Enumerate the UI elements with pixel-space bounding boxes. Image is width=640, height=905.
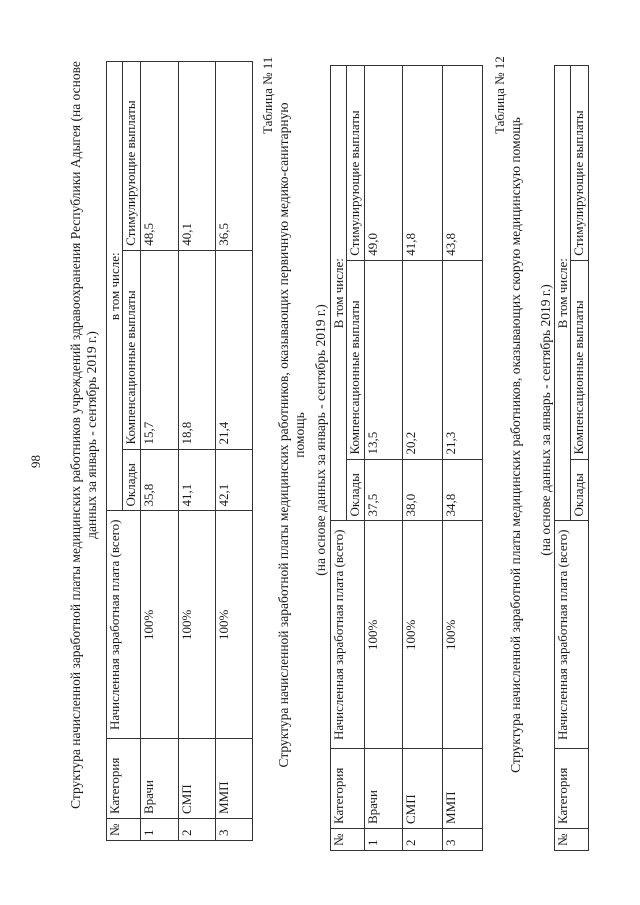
table12-label: Таблица № 12 xyxy=(492,56,507,134)
row-salaries: 35,8 xyxy=(141,449,179,511)
table12 xyxy=(554,65,589,851)
table11-label: Таблица № 11 xyxy=(260,56,275,134)
row-category: Врачи xyxy=(365,749,403,829)
row-num: 3 xyxy=(443,829,483,851)
row-incentive: 43,8 xyxy=(443,66,483,261)
table12-subtitle: (на основе данных за январь - сентябрь 2019 г.) xyxy=(538,284,553,556)
row-incentive: 49,0 xyxy=(365,66,403,261)
table12-title: Структура начисленной заработной платы медицинских работников, оказывающих скорую медицинскую помощь xyxy=(508,117,523,773)
row-salaries: 34,8 xyxy=(443,459,483,521)
table-row xyxy=(403,66,443,851)
table12-header-including: В том числе: xyxy=(555,66,571,521)
row-total: 100% xyxy=(216,511,253,739)
row-total: 100% xyxy=(443,521,483,749)
row-compensation: 15,7 xyxy=(141,250,179,449)
row-salaries: 37,5 xyxy=(365,459,403,521)
table-row xyxy=(443,66,483,851)
row-salaries: 38,0 xyxy=(403,459,443,521)
table-row xyxy=(216,62,253,841)
table11-header-compensation: Компенсационные выплаты xyxy=(347,260,365,459)
row-compensation: 13,5 xyxy=(365,260,403,459)
table11-header-num: № xyxy=(331,829,365,851)
row-total: 100% xyxy=(365,521,403,749)
table10-header-category: Категория xyxy=(107,739,141,819)
table10 xyxy=(106,61,253,841)
table11-header-category: Категория xyxy=(331,749,365,829)
table12-header-salaries: Оклады xyxy=(571,459,589,521)
row-total: 100% xyxy=(141,511,179,739)
table12-header-compensation: Компенсационные выплаты xyxy=(571,260,589,459)
table11-subtitle: (на основе данных за январь - сентябрь 2019 г.) xyxy=(313,304,328,576)
row-category: СМП xyxy=(403,749,443,829)
row-compensation: 21,4 xyxy=(216,250,253,449)
row-salaries: 42,1 xyxy=(216,449,253,511)
row-category: Врачи xyxy=(141,739,179,819)
row-total: 100% xyxy=(179,511,216,739)
table10-header-total: Начисленная заработная плата (всего) xyxy=(107,511,141,739)
table11-title: Структура начисленной заработной платы медицинских работников, оказывающих первичную медико-санитарную помощь xyxy=(276,102,307,768)
row-compensation: 18,8 xyxy=(179,250,216,449)
row-category: ММП xyxy=(443,749,483,829)
row-num: 2 xyxy=(403,829,443,851)
row-incentive: 40,1 xyxy=(179,62,216,251)
table11-header-total: Начисленная заработная плата (всего) xyxy=(331,521,365,749)
row-num: 2 xyxy=(179,819,216,841)
row-category: СМП xyxy=(179,739,216,819)
row-num: 1 xyxy=(141,819,179,841)
table-row xyxy=(179,62,216,841)
table12-header-num: № xyxy=(555,829,589,851)
table12-header-incentive: Стимулирующие выплаты xyxy=(571,66,589,261)
row-num: 3 xyxy=(216,819,253,841)
row-salaries: 41,1 xyxy=(179,449,216,511)
row-category: ММП xyxy=(216,739,253,819)
table11-header-including: В том числе: xyxy=(331,66,347,521)
table10-header-salaries: Оклады xyxy=(123,449,141,511)
table10-header-compensation: Компенсационные выплаты xyxy=(123,250,141,449)
table10-header-including: в том числе: xyxy=(107,62,123,512)
table10-header-incentive: Стимулирующие выплаты xyxy=(123,62,141,251)
table-row xyxy=(365,66,403,851)
row-compensation: 21,3 xyxy=(443,260,483,459)
row-incentive: 41,8 xyxy=(403,66,443,261)
table12-header-category: Категория xyxy=(555,749,589,829)
row-incentive: 48,5 xyxy=(141,62,179,251)
row-compensation: 20,2 xyxy=(403,260,443,459)
table12-header-total: Начисленная заработная плата (всего) xyxy=(555,521,589,749)
table10-title: Структура начисленной заработной платы медицинских работников учреждений здравоохранения Республики Адыгея (на основе данных за январь - сентябрь 2019 г.) xyxy=(68,61,99,809)
page-number: 98 xyxy=(28,455,43,468)
row-total: 100% xyxy=(403,521,443,749)
table11-header-salaries: Оклады xyxy=(347,459,365,521)
table11 xyxy=(330,65,483,851)
row-num: 1 xyxy=(365,829,403,851)
table11-header-incentive: Стимулирующие выплаты xyxy=(347,66,365,261)
table-row xyxy=(141,62,179,841)
table10-header-num: № xyxy=(107,819,141,841)
row-incentive: 36,5 xyxy=(216,62,253,251)
